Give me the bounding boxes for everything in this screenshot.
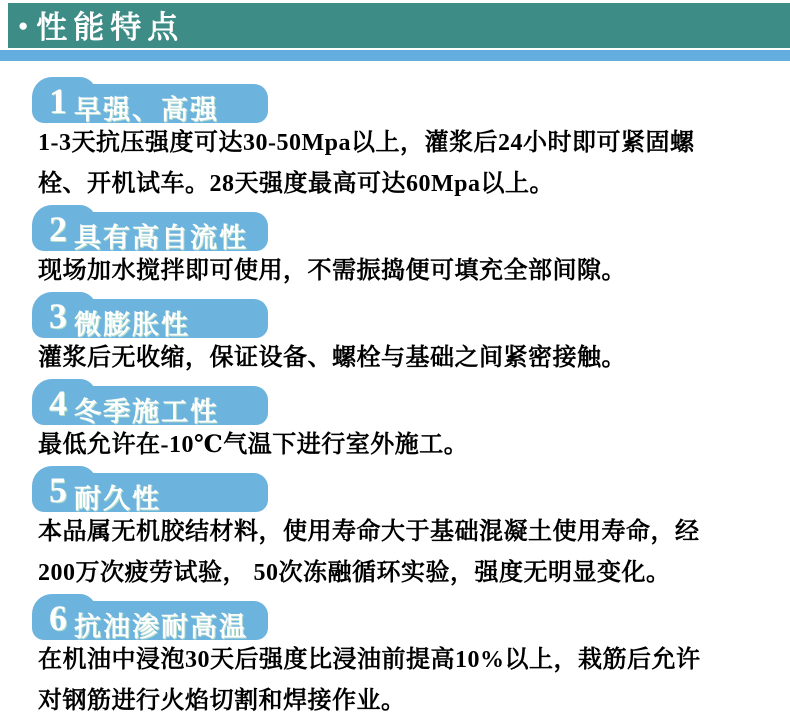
feature-number: 5 (49, 470, 67, 510)
feature-description (38, 338, 790, 379)
feature-title: 耐久性 (74, 484, 161, 514)
feature-description (38, 512, 790, 594)
feature-badge-1 (32, 77, 268, 123)
description-line: 对钢筋进行火焰切割和焊接作业。 (38, 688, 406, 714)
feature-title: 早强、高强 (74, 95, 219, 125)
feature-description (38, 425, 790, 466)
description-line: 最低允许在-10℃气温下进行室外施工。 (38, 432, 469, 458)
feature-list (0, 61, 790, 722)
feature-number: 1 (49, 81, 67, 121)
feature-title: 具有高自流性 (74, 223, 248, 253)
feature-title: 抗油渗耐高温 (74, 612, 248, 642)
feature-title: 冬季施工性 (74, 397, 219, 427)
feature-section-4 (32, 379, 790, 466)
accent-divider (0, 50, 790, 61)
feature-badge-4 (32, 379, 268, 425)
feature-section-5 (32, 466, 790, 594)
feature-title: 微膨胀性 (74, 310, 190, 340)
description-line: 1-3天抗压强度可达30-50Mpa以上，灌浆后24小时即可紧固螺 (38, 130, 695, 156)
description-line: 现场加水搅拌即可使用，不需振捣便可填充全部间隙。 (38, 258, 626, 284)
description-line: 200万次疲劳试验， 50次冻融循环实验，强度无明显变化。 (38, 560, 671, 586)
feature-description (38, 640, 790, 722)
feature-description (38, 251, 790, 292)
feature-section-1 (32, 77, 790, 205)
feature-number: 6 (49, 598, 67, 638)
feature-number: 2 (49, 209, 67, 249)
feature-section-3 (32, 292, 790, 379)
page-title: 性能特点 (36, 10, 185, 45)
feature-number: 4 (49, 383, 67, 423)
feature-description (38, 123, 790, 205)
description-line: 本品属无机胶结材料，使用寿命大于基础混凝土使用寿命，经 (38, 519, 700, 545)
feature-badge-6 (32, 594, 268, 640)
feature-badge-3 (32, 292, 268, 338)
feature-badge-5 (32, 466, 268, 512)
description-line: 栓、开机试车。28天强度最高可达60Mpa以上。 (38, 171, 554, 197)
feature-section-2 (32, 205, 790, 292)
feature-badge-2 (32, 205, 268, 251)
description-line: 在机油中浸泡30天后强度比浸油前提高10%以上，栽筋后允许 (38, 647, 701, 673)
section-header-bar (8, 3, 790, 48)
description-line: 灌浆后无收缩，保证设备、螺栓与基础之间紧密接触。 (38, 345, 626, 371)
feature-number: 3 (49, 296, 67, 336)
bullet-icon: ● (18, 16, 29, 35)
feature-section-6 (32, 594, 790, 722)
